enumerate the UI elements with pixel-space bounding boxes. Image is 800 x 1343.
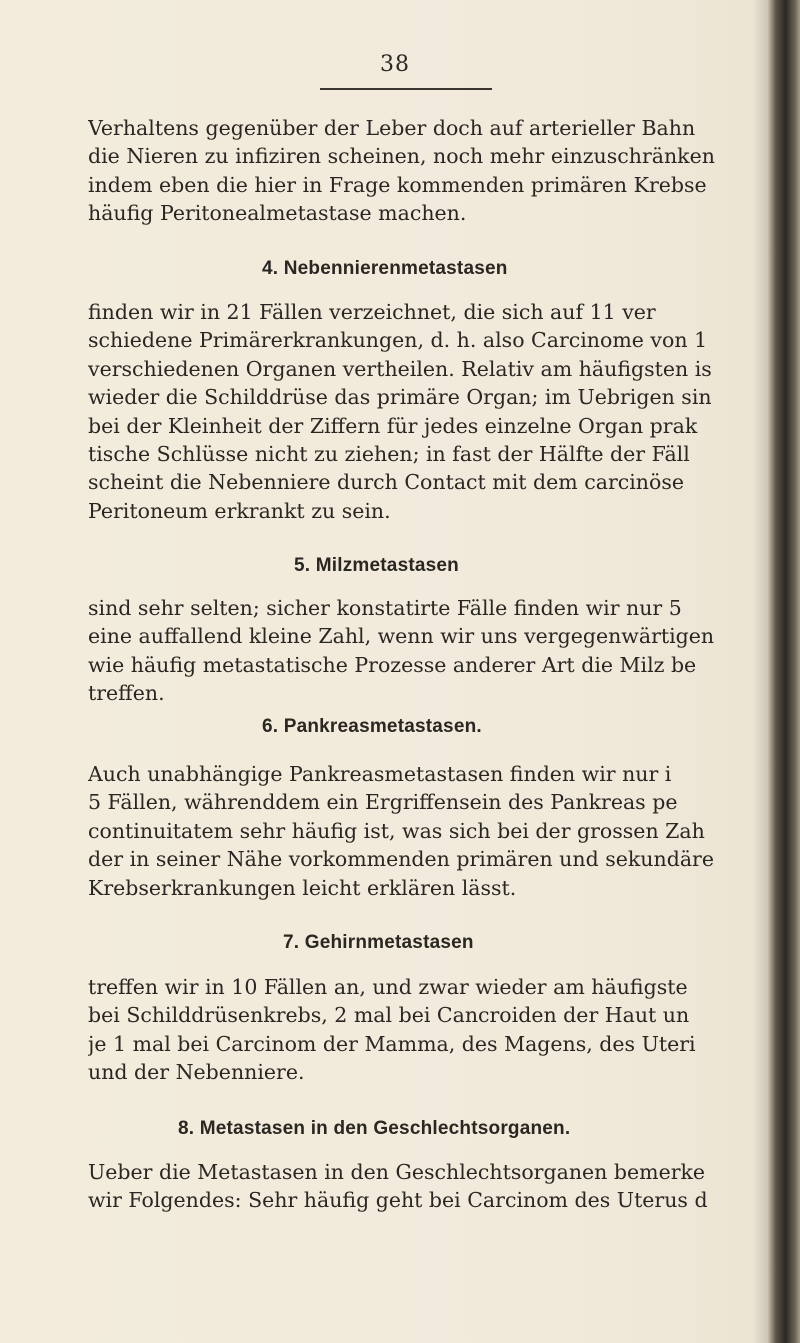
text-line: wir Folgendes: Sehr häufig geht bei Carcinom des Uterus d	[88, 1188, 708, 1213]
text-line: bei der Kleinheit der Ziffern für jedes einzelne Organ prak	[88, 413, 698, 438]
page-number-rule	[320, 88, 492, 90]
section-paragraph-milz	[88, 594, 768, 708]
text-line: je 1 mal bei Carcinom der Mamma, des Magens, des Uteri	[88, 1031, 696, 1056]
text-line: wieder die Schilddrüse das primäre Organ; im Uebrigen sin	[88, 385, 712, 410]
text-line: Auch unabhängige Pankreasmetastasen finden wir nur i	[88, 762, 672, 786]
text-line: wie häufig metastatische Prozesse anderer Art die Milz be	[88, 652, 697, 677]
text-line: sind sehr selten; sicher konstatirte Fälle finden wir nur 5	[88, 596, 682, 620]
section-heading-gehirn: 7. Gehirnmetastasen	[283, 932, 474, 953]
book-binding-edge	[768, 0, 800, 1343]
text-line: Peritoneum erkrankt zu sein.	[88, 498, 391, 523]
text-line: verschiedenen Organen vertheilen. Relativ am häufigsten is	[88, 356, 712, 381]
section-paragraph-nebennieren	[88, 298, 768, 525]
text-line: der in seiner Nähe vorkommenden primären und sekundäre	[88, 847, 714, 872]
text-line: tische Schlüsse nicht zu ziehen; in fast der Hälfte der Fäll	[88, 441, 690, 466]
section-paragraph-pankreas	[88, 760, 768, 902]
section-heading-nebennieren: 4. Nebennierenmetastasen	[262, 258, 508, 279]
section-paragraph-gehirn	[88, 973, 768, 1087]
text-line: bei Schilddrüsenkrebs, 2 mal bei Cancroiden der Haut un	[88, 1003, 690, 1028]
section-heading-pankreas: 6. Pankreasmetastasen.	[262, 716, 482, 737]
text-line: 5 Fällen, währenddem ein Ergriffensein des Pankreas pe	[88, 790, 678, 815]
text-line: Ueber die Metastasen in den Geschlechtsorganen bemerke	[88, 1160, 706, 1184]
section-heading-milz: 5. Milzmetastasen	[294, 555, 459, 576]
text-line: Krebserkrankungen leicht erklären lässt.	[88, 875, 517, 900]
intro-paragraph	[88, 114, 768, 228]
text-line: schiedene Primärerkrankungen, d. h. also Carcinome von 1	[88, 328, 708, 353]
text-line: eine auffallend kleine Zahl, wenn wir uns vergegenwärtigen	[88, 624, 715, 649]
text-line: treffen wir in 10 Fällen an, und zwar wieder am häufigste	[88, 975, 688, 999]
text-line: die Nieren zu infiziren scheinen, noch mehr einzuschränken	[88, 144, 715, 169]
text-line: continuitatem sehr häufig ist, was sich bei der grossen Zah	[88, 818, 705, 843]
text-line: und der Nebenniere.	[88, 1060, 305, 1085]
text-line: häufig Peritonealmetastase machen.	[88, 201, 467, 226]
section-paragraph-geschlechtsorgane	[88, 1158, 768, 1215]
text-line: finden wir in 21 Fällen verzeichnet, die sich auf 11 ver	[88, 300, 656, 324]
page-number: 38	[380, 52, 410, 77]
text-line: Verhaltens gegenüber der Leber doch auf arterieller Bahn	[88, 116, 696, 140]
text-line: indem eben die hier in Frage kommenden primären Krebse	[88, 172, 707, 197]
text-line: scheint die Nebenniere durch Contact mit dem carcinöse	[88, 470, 684, 495]
section-heading-geschlechtsorgane: 8. Metastasen in den Geschlechtsorganen.	[178, 1118, 571, 1139]
text-line: treffen.	[88, 681, 165, 706]
